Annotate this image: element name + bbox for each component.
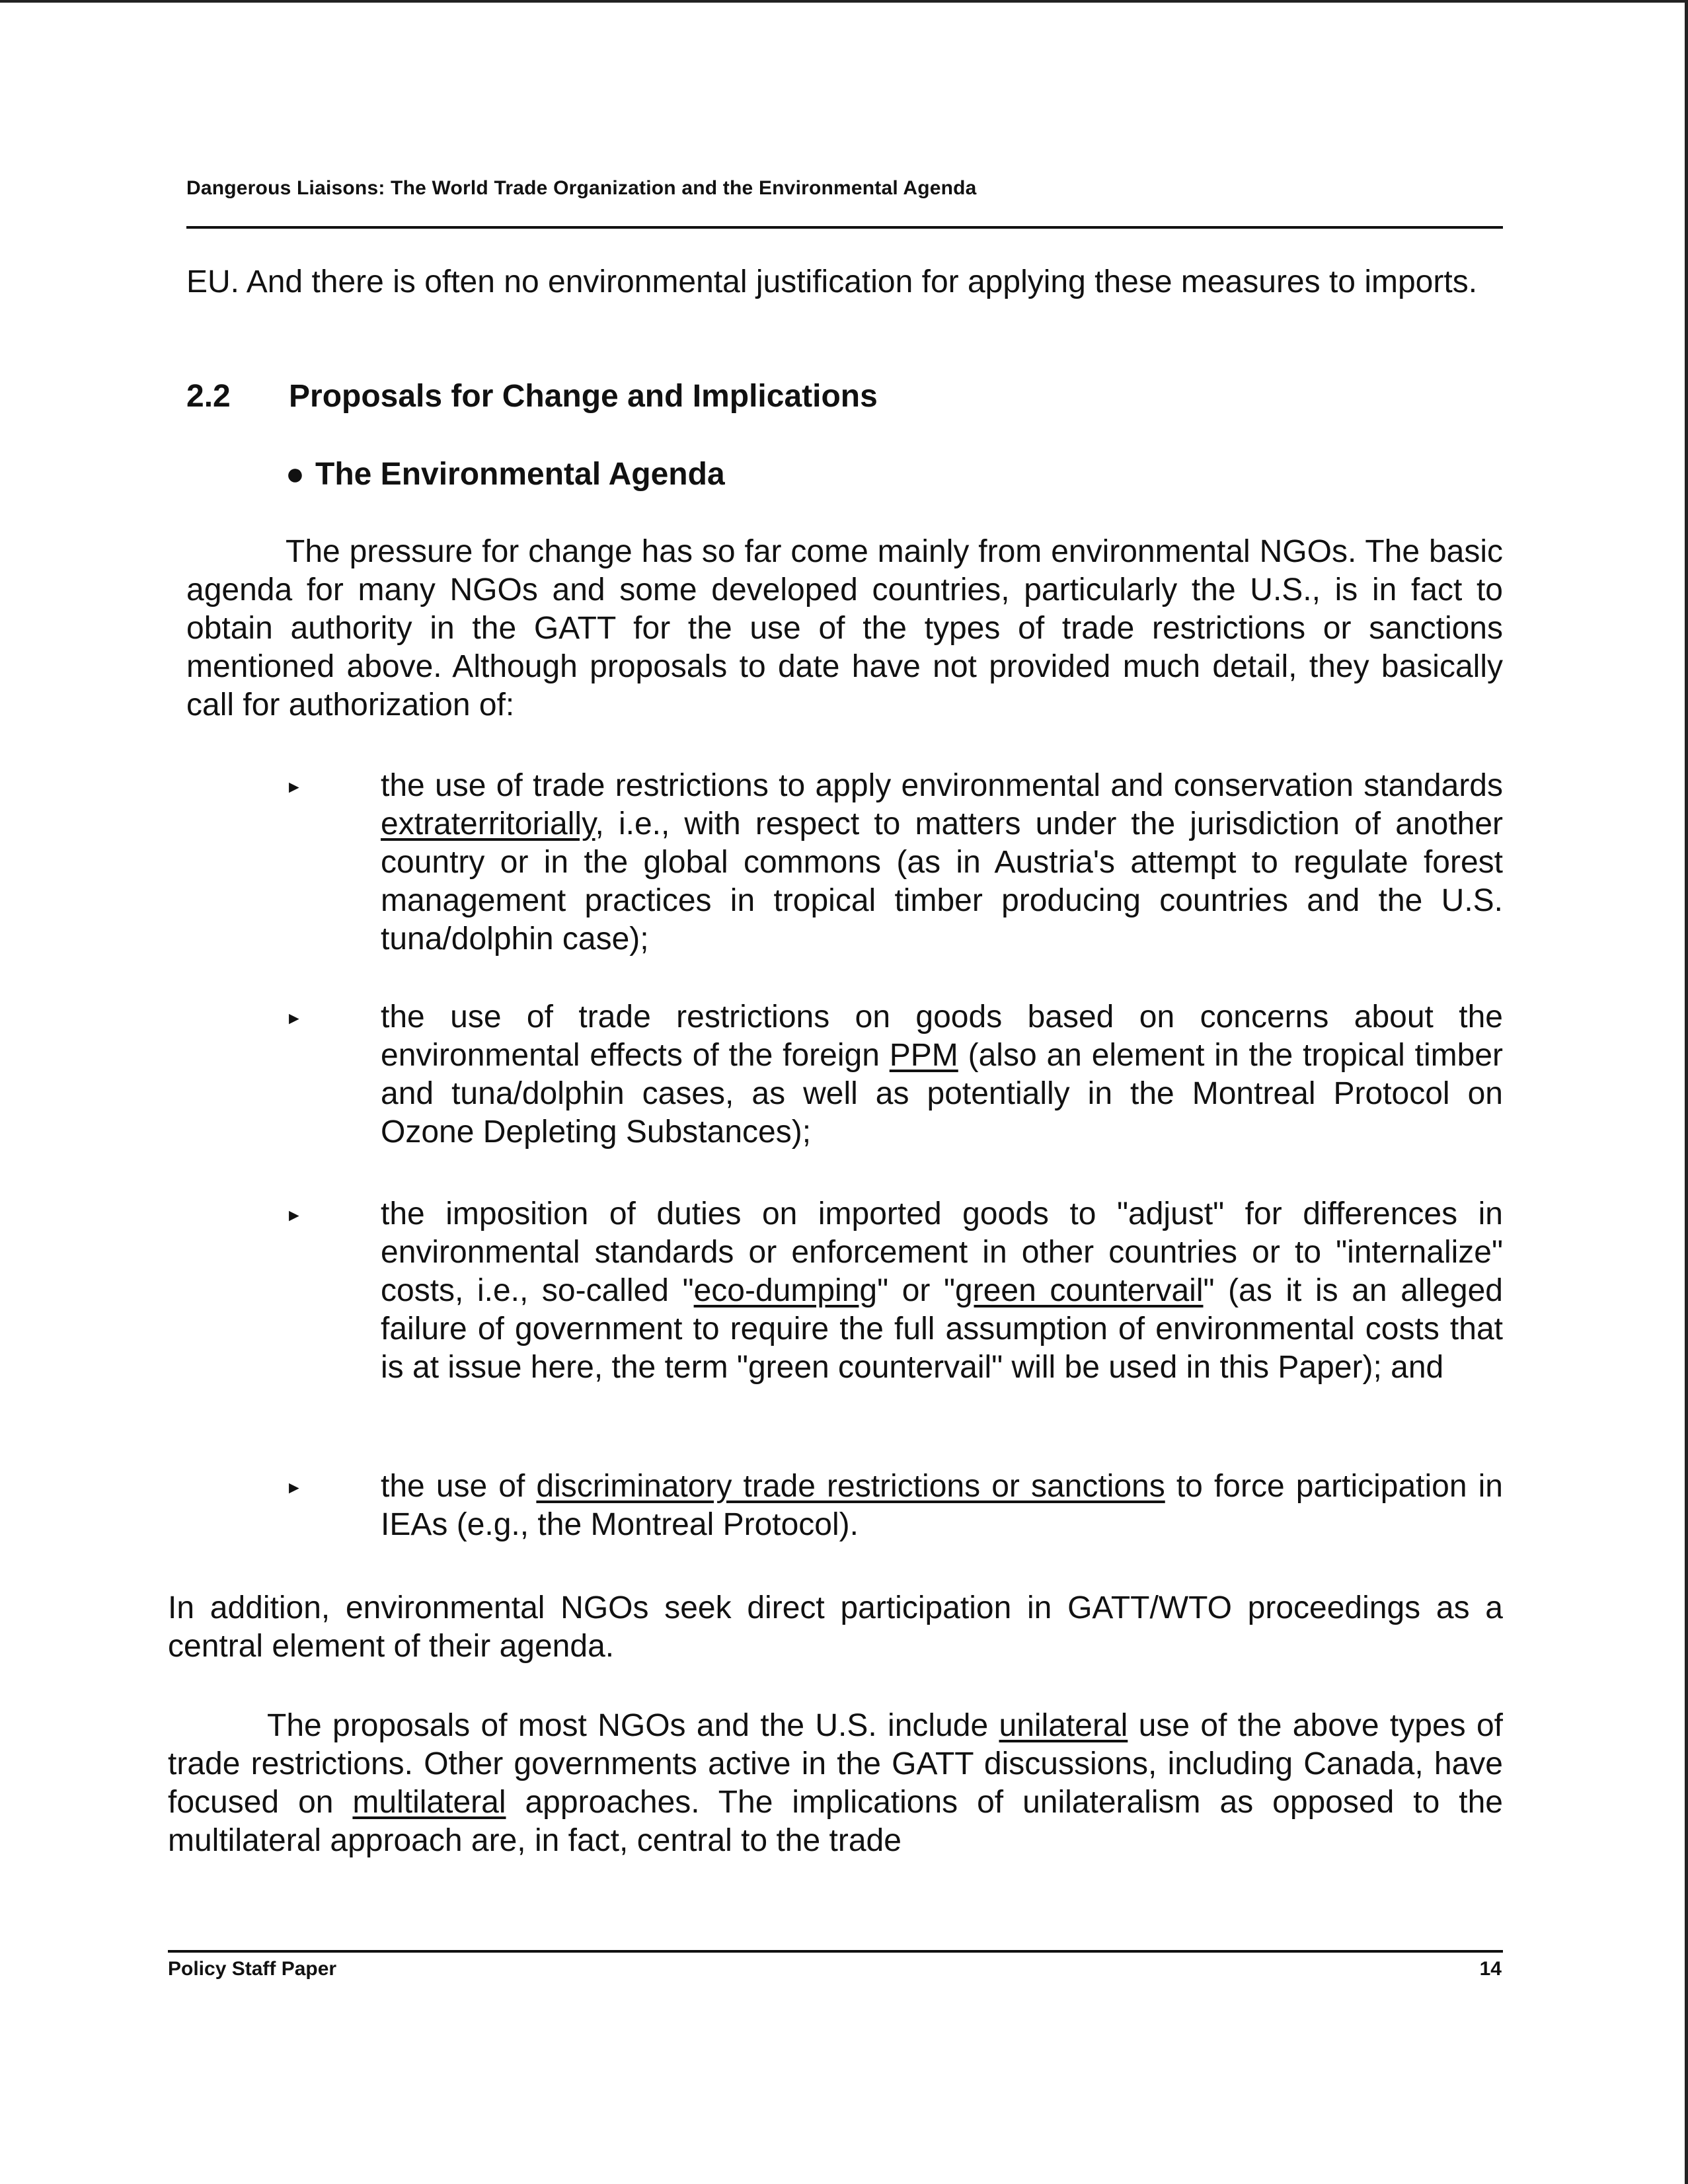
- list-item-text: the use of trade restrictions to apply environmental and conservation standards extraterritorially, i.e., with respect to matters under the jurisdiction of another country or in the global commons (as in Austria's attempt to regulate forest management practices in tropical timber producing countries and the U.S. tuna/dolphin case);: [381, 768, 1503, 956]
- footer-series-title: Policy Staff Paper: [168, 1958, 337, 1980]
- underlined-term: green countervail: [955, 1273, 1204, 1308]
- underlined-term: unilateral: [999, 1708, 1128, 1743]
- scan-edge-right: [1685, 0, 1688, 2184]
- running-header: Dangerous Liaisons: The World Trade Organization and the Environmental Agenda: [186, 177, 977, 199]
- list-item-text: the use of trade restrictions on goods based on concerns about the environmental effects of the foreign PPM (also an element in the tropical timber and tuna/dolphin cases, as well as potentially in the Montreal Protocol on Ozone Depleting Substances);: [381, 999, 1504, 1150]
- underlined-term: discriminatory trade restrictions or sanctions: [536, 1469, 1165, 1504]
- footer-rule: [168, 1950, 1503, 1953]
- bullet-icon: ●: [286, 457, 305, 492]
- triangle-bullet-icon: ►: [286, 777, 303, 797]
- subsection-heading: [286, 456, 725, 492]
- underlined-term: PPM: [889, 1038, 958, 1073]
- triangle-bullet-icon: ►: [286, 1477, 303, 1497]
- scan-edge-top: [0, 0, 1688, 3]
- section-number: 2.2: [186, 379, 231, 414]
- section-title: Proposals for Change and Implications: [289, 379, 878, 414]
- header-rule: [186, 226, 1503, 229]
- list-item-text: the imposition of duties on imported goods to "adjust" for differences in environmental standards or enforcement in other countries or to "internalize" costs, i.e., so-called "eco-dumping" or "green countervail" (as it is an alleged failure of government to require the full assumption of environmental costs that is at issue here, the term "green countervail" will be used in this Paper); and: [381, 1196, 1503, 1385]
- addition-paragraph: In addition, environmental NGOs seek direct participation in GATT/WTO proceedings as a central element of their agenda.: [168, 1590, 1503, 1664]
- list-item-text: the use of discriminatory trade restrictions or sanctions to force participation in IEAs (e.g., the Montreal Protocol).: [381, 1469, 1503, 1542]
- underlined-term: multilateral: [352, 1785, 506, 1820]
- closing-paragraph: The proposals of most NGOs and the U.S. include unilateral use of the above types of trade restrictions. Other governments active in the GATT discussions, including Canada, have focused on multilateral approaches. The implications of unilateralism as opposed to the multilateral approach are, in fact, central to the trade: [168, 1708, 1504, 1858]
- underlined-term: eco-dumping: [693, 1273, 878, 1308]
- page-number: 14: [1479, 1958, 1502, 1980]
- underlined-term: extraterritorially: [381, 806, 595, 841]
- triangle-bullet-icon: ►: [286, 1008, 303, 1028]
- section-heading: [186, 378, 878, 414]
- subsection-title: The Environmental Agenda: [315, 457, 725, 492]
- triangle-bullet-icon: ►: [286, 1205, 303, 1225]
- intro-paragraph: The pressure for change has so far come mainly from environmental NGOs. The basic agenda for many NGOs and some developed countries, particularly the U.S., is in fact to obtain authority in the GATT for the use of the types of trade restrictions or sanctions mentioned above. Although proposals to date have not provided much detail, they basically call for authorization of:: [186, 534, 1503, 722]
- carryover-paragraph: EU. And there is often no environmental justification for applying these measures to imports.: [186, 264, 1478, 299]
